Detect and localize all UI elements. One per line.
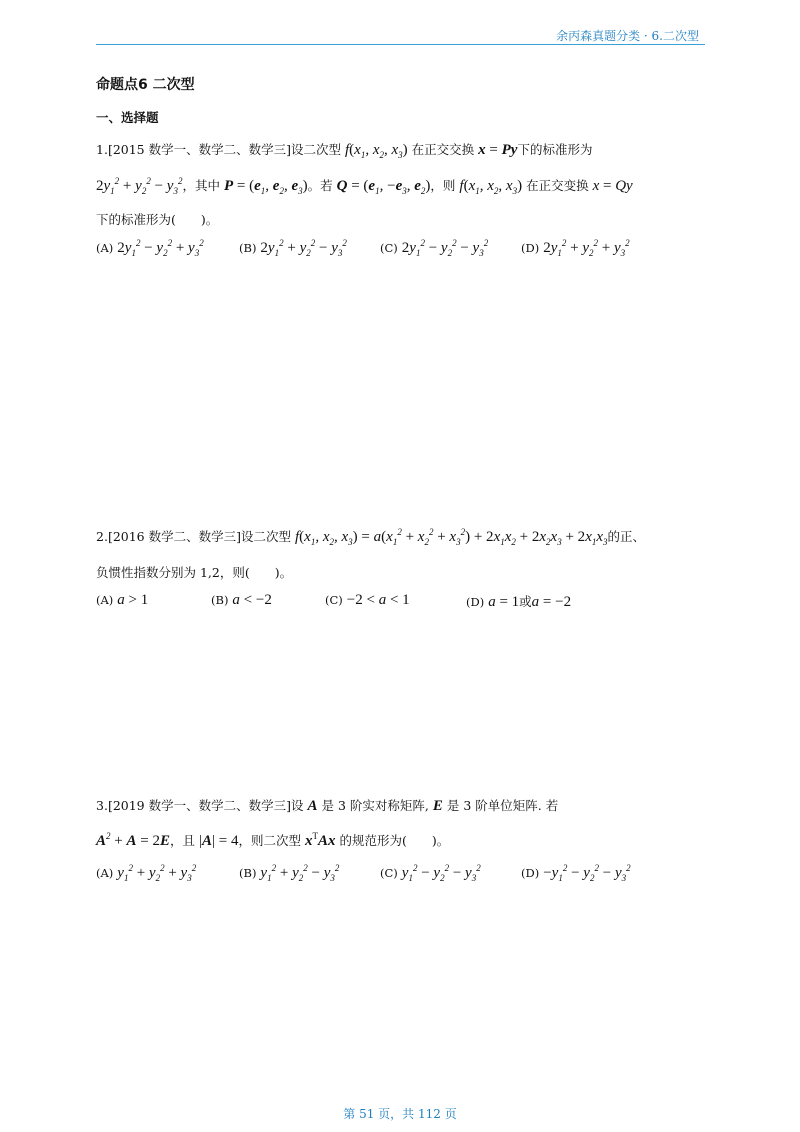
question-source: [2019 数学一、数学二、数学三] — [107, 798, 291, 813]
page-footer: 第 51 页，共 112 页 — [343, 1107, 457, 1121]
question-text: 在正交交换 — [411, 142, 475, 157]
formula: x = Qy — [592, 178, 633, 194]
option-d[interactable]: $(D) -y_1^2 - y_2^2 - y_3^2$ — [521, 863, 631, 883]
question-number: 1. — [96, 142, 108, 157]
question-3-line-2 — [96, 831, 449, 850]
option-a[interactable]: (A) a > 1 — [96, 592, 149, 608]
formula: A — [307, 798, 318, 814]
question-source: [2015 数学一、数学二、数学三] — [107, 142, 291, 157]
question-text: 下的标准形为 — [517, 142, 593, 157]
option-c[interactable]: (C) $2y_1^2 - y_2^2 - y_3^2$ — [380, 238, 489, 258]
question-text: 的规范形为( )。 — [339, 833, 450, 848]
formula: E — [432, 798, 443, 814]
question-2-line-1 — [96, 527, 645, 546]
formula: $x^TAx$ — [304, 831, 336, 849]
formula: |A| = 4 — [198, 833, 239, 849]
option-a[interactable]: (A) $y_1^2 + y_2^2 + y_3^2$ — [96, 863, 197, 883]
question-number: 3. — [96, 798, 108, 813]
question-text: ，且 — [169, 833, 195, 848]
question-text: 设二次型 — [290, 142, 341, 157]
section-title: 命题点6 二次型 — [96, 77, 195, 93]
option-c[interactable]: (C) −2 < a < 1 — [325, 592, 410, 608]
question-text: ，其中 — [182, 178, 220, 193]
formula: $Q = (e_1$, $-e_3$, $e_2$) — [336, 178, 431, 196]
formula: $f(x_1$, $x_2$, $x_3) = a(x_1^2 + x_2^2 + x_3^2) + 2x_1x_2 + 2x_2x_3 + 2x_1x_3$ — [294, 527, 608, 547]
question-text: 是 3 阶单位矩阵. 若 — [446, 798, 559, 813]
question-1-line-1 — [96, 140, 592, 159]
question-text: 设二次型 — [240, 529, 291, 544]
question-2-options — [96, 592, 716, 616]
formula: $P = (e_1$, $e_2$, $e_3$) — [223, 178, 308, 196]
formula: $f(x_1$, $x_2$, $x_3$) — [459, 178, 523, 196]
option-b[interactable]: (B) a < −2 — [211, 592, 272, 608]
question-text: 负惯性指数分别为 1,2，则( )。 — [96, 565, 293, 580]
option-d[interactable]: (D) a = 1或a = −2 — [466, 594, 572, 610]
question-text: 设 — [290, 798, 304, 813]
formula: x = Py — [478, 142, 518, 158]
question-number: 2. — [96, 529, 108, 544]
option-b[interactable]: (B) $y_1^2 + y_2^2 - y_3^2$ — [239, 863, 340, 883]
question-text: 的正、 — [607, 529, 646, 544]
subsection-title: 一、选择题 — [96, 110, 159, 125]
question-text: ，则二次型 — [238, 833, 301, 848]
question-1-line-2 — [96, 176, 633, 195]
option-c[interactable]: (C) $y_1^2 - y_2^2 - y_3^2$ — [380, 863, 481, 883]
question-3-line-1 — [96, 796, 558, 815]
option-b[interactable]: (B) $2y_1^2 + y_2^2 - y_3^2$ — [239, 238, 347, 258]
question-2-line-2 — [96, 563, 292, 581]
question-text: 是 3 阶实对称矩阵, — [321, 798, 429, 813]
formula: $2y_1^2 + y_2^2 - y_3^2$ — [96, 176, 183, 196]
formula: $A^2 + A = 2E$ — [96, 831, 170, 849]
header-title: 余丙森真题分类 · 6.二次型 — [556, 29, 699, 43]
question-text: 在正交变换 — [526, 178, 589, 193]
question-3-options — [96, 865, 716, 889]
question-text: 。若 — [307, 178, 333, 193]
question-1-line-3 — [96, 210, 218, 228]
question-source: [2016 数学二、数学三] — [107, 529, 241, 544]
question-text: 下的标准形为( )。 — [96, 212, 219, 227]
question-1-options — [96, 240, 716, 264]
formula: $f(x_1$, $x_2$, $x_3$) — [344, 142, 408, 160]
question-text: ，则 — [430, 178, 456, 193]
page-header — [96, 22, 705, 45]
option-a[interactable]: (A) $2y_1^2 - y_2^2 + y_3^2$ — [96, 238, 204, 258]
option-d[interactable]: (D) $2y_1^2 + y_2^2 + y_3^2$ — [521, 238, 630, 258]
